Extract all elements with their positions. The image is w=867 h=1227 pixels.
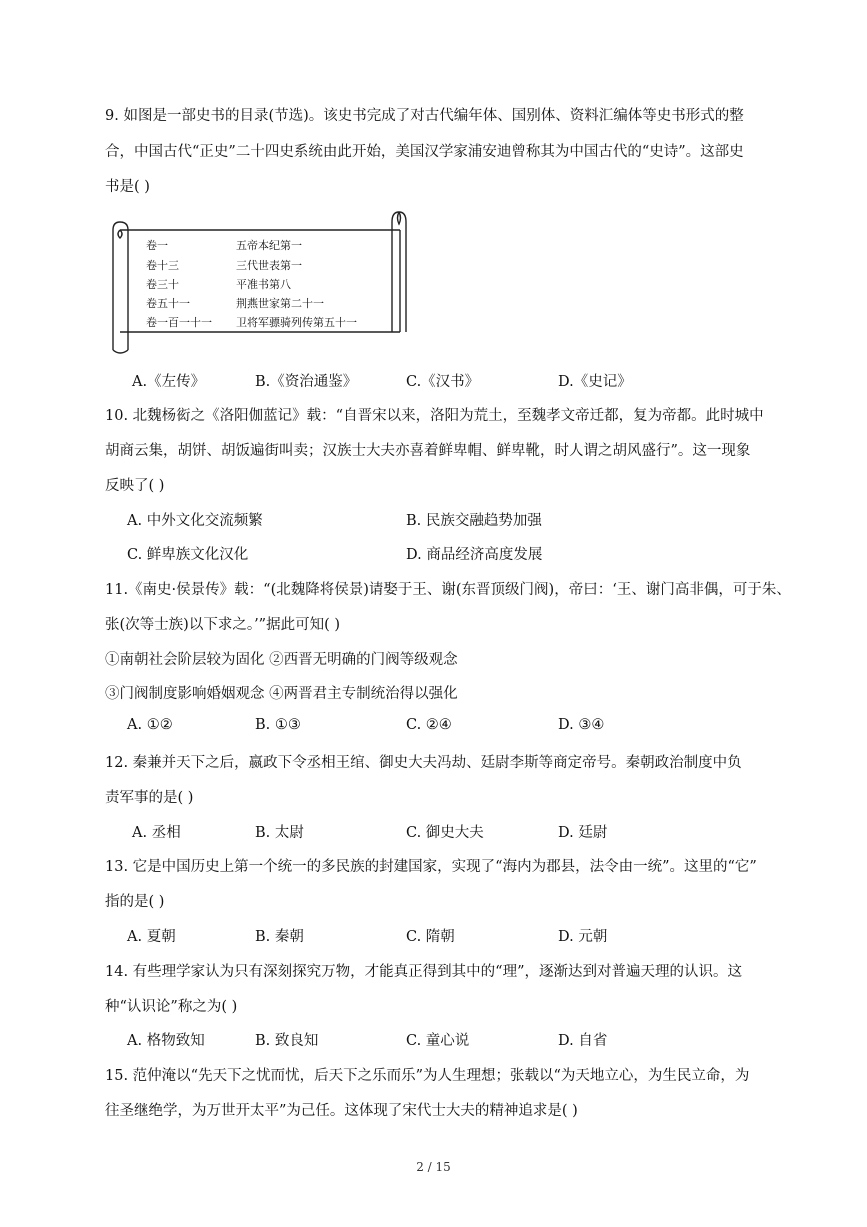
q9-option-c[interactable]: C.《汉书》 [406,374,480,390]
scroll-vol-5: 卷一百一十一 [146,316,212,329]
q14-option-b[interactable]: B. 致良知 [255,1033,319,1049]
q10-option-c[interactable]: C. 鲜卑族文化汉化 [127,547,249,563]
q15-line-1: 15. 范仲淹以“先天下之忧而忧，后天下之乐而乐”为人生理想；张载以“为天地立心，为生民立命，为 [105,1068,750,1084]
q14-option-d[interactable]: D. 自省 [558,1033,608,1049]
q10-option-a[interactable]: A. 中外文化交流频繁 [127,513,263,529]
scroll-vol-4: 卷五十一 [146,297,190,310]
page-number: 2 / 15 [416,1160,451,1174]
q11-option-b[interactable]: B. ①③ [255,717,301,733]
q11-line-3: ①南朝社会阶层较为固化 ②西晋无明确的门阀等级观念 [105,652,458,668]
q12-option-b[interactable]: B. 太尉 [255,825,304,841]
scroll-title-2: 三代世表第一 [236,259,302,272]
scroll-vol-1: 卷一 [146,239,168,252]
scroll-vol-2: 卷十三 [146,259,179,272]
scroll-vol-3: 卷三十 [146,278,179,291]
q11-line-1: 11.《南史·侯景传》载：“(北魏降将侯景)请娶于王、谢(东晋顶级门阀)，帝曰：‘王、谢门高非偶，可于朱、 [105,582,791,598]
q14-line-2: 种“认识论”称之为( ) [105,999,238,1015]
q13-line-1: 13. 它是中国历史上第一个统一的多民族的封建国家，实现了“海内为郡县，法令由一统”。这里的“它” [105,859,757,875]
q12-line-1: 12. 秦兼并天下之后，嬴政下令丞相王绾、御史大夫冯劫、廷尉李斯等商定帝号。秦朝政治制度中负 [105,755,742,771]
q15-line-2: 往圣继绝学，为万世开太平”为己任。这体现了宋代士大夫的精神追求是( ) [105,1103,578,1119]
q9-option-b[interactable]: B.《资治通鉴》 [255,374,358,390]
q14-option-c[interactable]: C. 童心说 [406,1033,470,1049]
q11-line-4: ③门阀制度影响婚姻观念 ④两晋君主专制统治得以强化 [105,686,458,702]
q10-option-d[interactable]: D. 商品经济高度发展 [406,547,543,563]
q10-option-b[interactable]: B. 民族交融趋势加强 [406,513,542,529]
q13-option-c[interactable]: C. 隋朝 [406,929,455,945]
q10-line-1: 10. 北魏杨衒之《洛阳伽蓝记》载：“自晋宋以来，洛阳为荒土，至魏孝文帝迁都，复为帝都。此时城中 [105,408,764,424]
q9-line-3: 书是( ) [105,179,150,195]
q13-line-2: 指的是( ) [105,894,165,910]
scroll-title-1: 五帝本纪第一 [236,239,302,252]
q12-option-d[interactable]: D. 廷尉 [558,825,608,841]
scroll-title-3: 平准书第八 [236,278,291,291]
scroll-image [108,208,414,356]
q12-option-c[interactable]: C. 御史大夫 [406,825,484,841]
q12-line-2: 责军事的是( ) [105,790,194,806]
scroll-title-5: 卫将军骠骑列传第五十一 [236,316,357,329]
q9-line-2: 合，中国古代“正史”二十四史系统由此开始，美国汉学家浦安迪曾称其为中国古代的“史诗”。这部史 [105,144,744,160]
q9-option-a[interactable]: A.《左传》 [132,374,206,390]
q12-option-a[interactable]: A. 丞相 [132,825,181,841]
q13-option-b[interactable]: B. 秦朝 [255,929,304,945]
q9-line-1: 9. 如图是一部史书的目录(节选)。该史书完成了对古代编年体、国别体、资料汇编体等史书形式的整 [105,108,744,124]
q10-line-2: 胡商云集，胡饼、胡饭遍街叫卖；汉族士大夫亦喜着鲜卑帽、鲜卑靴，时人谓之胡风盛行”。这一现象 [105,443,751,459]
q9-option-d[interactable]: D.《史记》 [558,374,632,390]
q11-line-2: 张(次等士族)以下求之。’”据此可知( ) [105,617,341,633]
q11-option-a[interactable]: A. ①② [127,717,173,733]
q13-option-a[interactable]: A. 夏朝 [127,929,176,945]
scroll-title-4: 荆燕世家第二十一 [236,297,324,310]
q13-option-d[interactable]: D. 元朝 [558,929,608,945]
q14-line-1: 14. 有些理学家认为只有深刻探究万物，才能真正得到其中的“理”，逐渐达到对普遍天理的认识。这 [105,964,742,980]
q10-line-3: 反映了( ) [105,478,165,494]
q11-option-c[interactable]: C. ②④ [406,717,452,733]
q11-option-d[interactable]: D. ③④ [558,717,605,733]
q14-option-a[interactable]: A. 格物致知 [127,1033,205,1049]
